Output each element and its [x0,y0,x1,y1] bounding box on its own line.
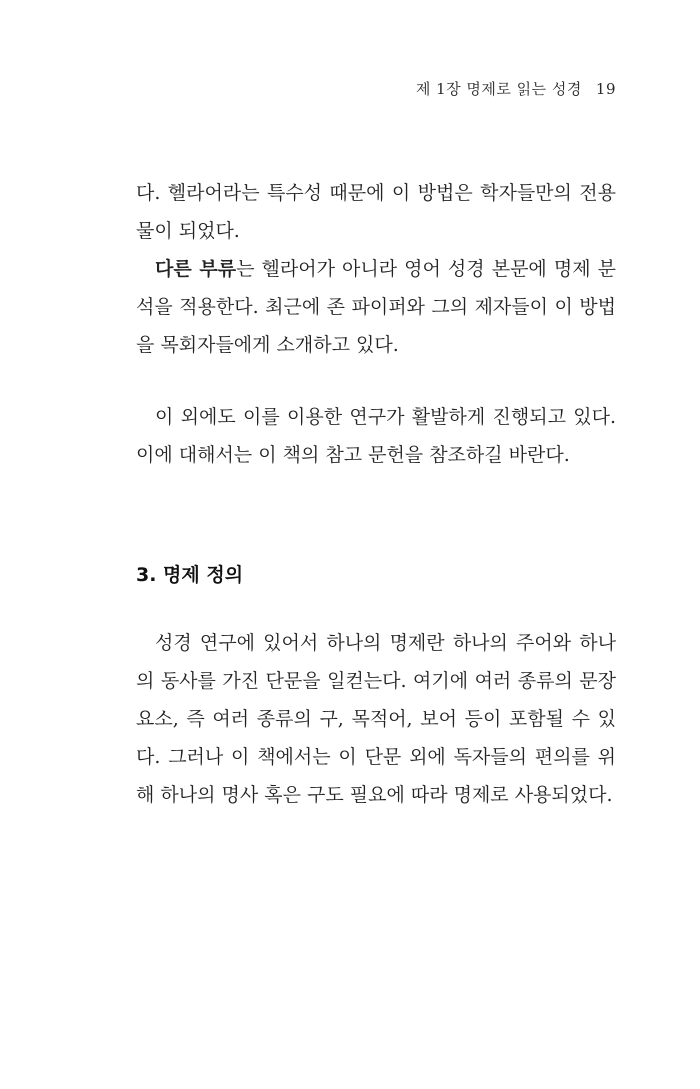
text-block-1 [136,174,616,364]
running-head [416,78,616,99]
bold-term: 다른 부류 [155,258,237,280]
paragraph-definition: 성경 연구에 있어서 하나의 명제란 하나의 주어와 하나의 동사를 가진 단문을 일컫는다. 여기에 여러 종류의 문장 요소, 즉 여러 종류의 구, 목적어, 보어 등이 포함될 수 있다. 그러나 이 책에서는 이 단문 외에 독자들의 편의를 위해 하나의 명사 혹은 구도 필요에 따라 명제로 사용되었다. [136,632,616,806]
paragraph-further-research: 이 외에도 이를 이용한 연구가 활발하게 진행되고 있다. 이에 대해서는 이 책의 참고 문헌을 참조하길 바란다. [136,406,616,466]
paragraph-continuation: 다. 헬라어라는 특수성 때문에 이 방법은 학자들만의 전용물이 되었다. [136,182,616,242]
paragraph-text: 는 헬라어가 아니라 영어 성경 본문에 명제 분석을 적용한다. 최근에 존 파이퍼와 그의 제자들이 이 방법을 목회자들에게 소개하고 있다. [136,258,617,356]
section-heading: 3. 명제 정의 [136,564,244,586]
text-block-3 [136,624,616,814]
paragraph-other-group [136,250,616,364]
text-block-2 [136,398,616,474]
page-number: 19 [595,80,616,98]
running-title: 제 1장 명제로 읽는 성경 [415,80,582,98]
